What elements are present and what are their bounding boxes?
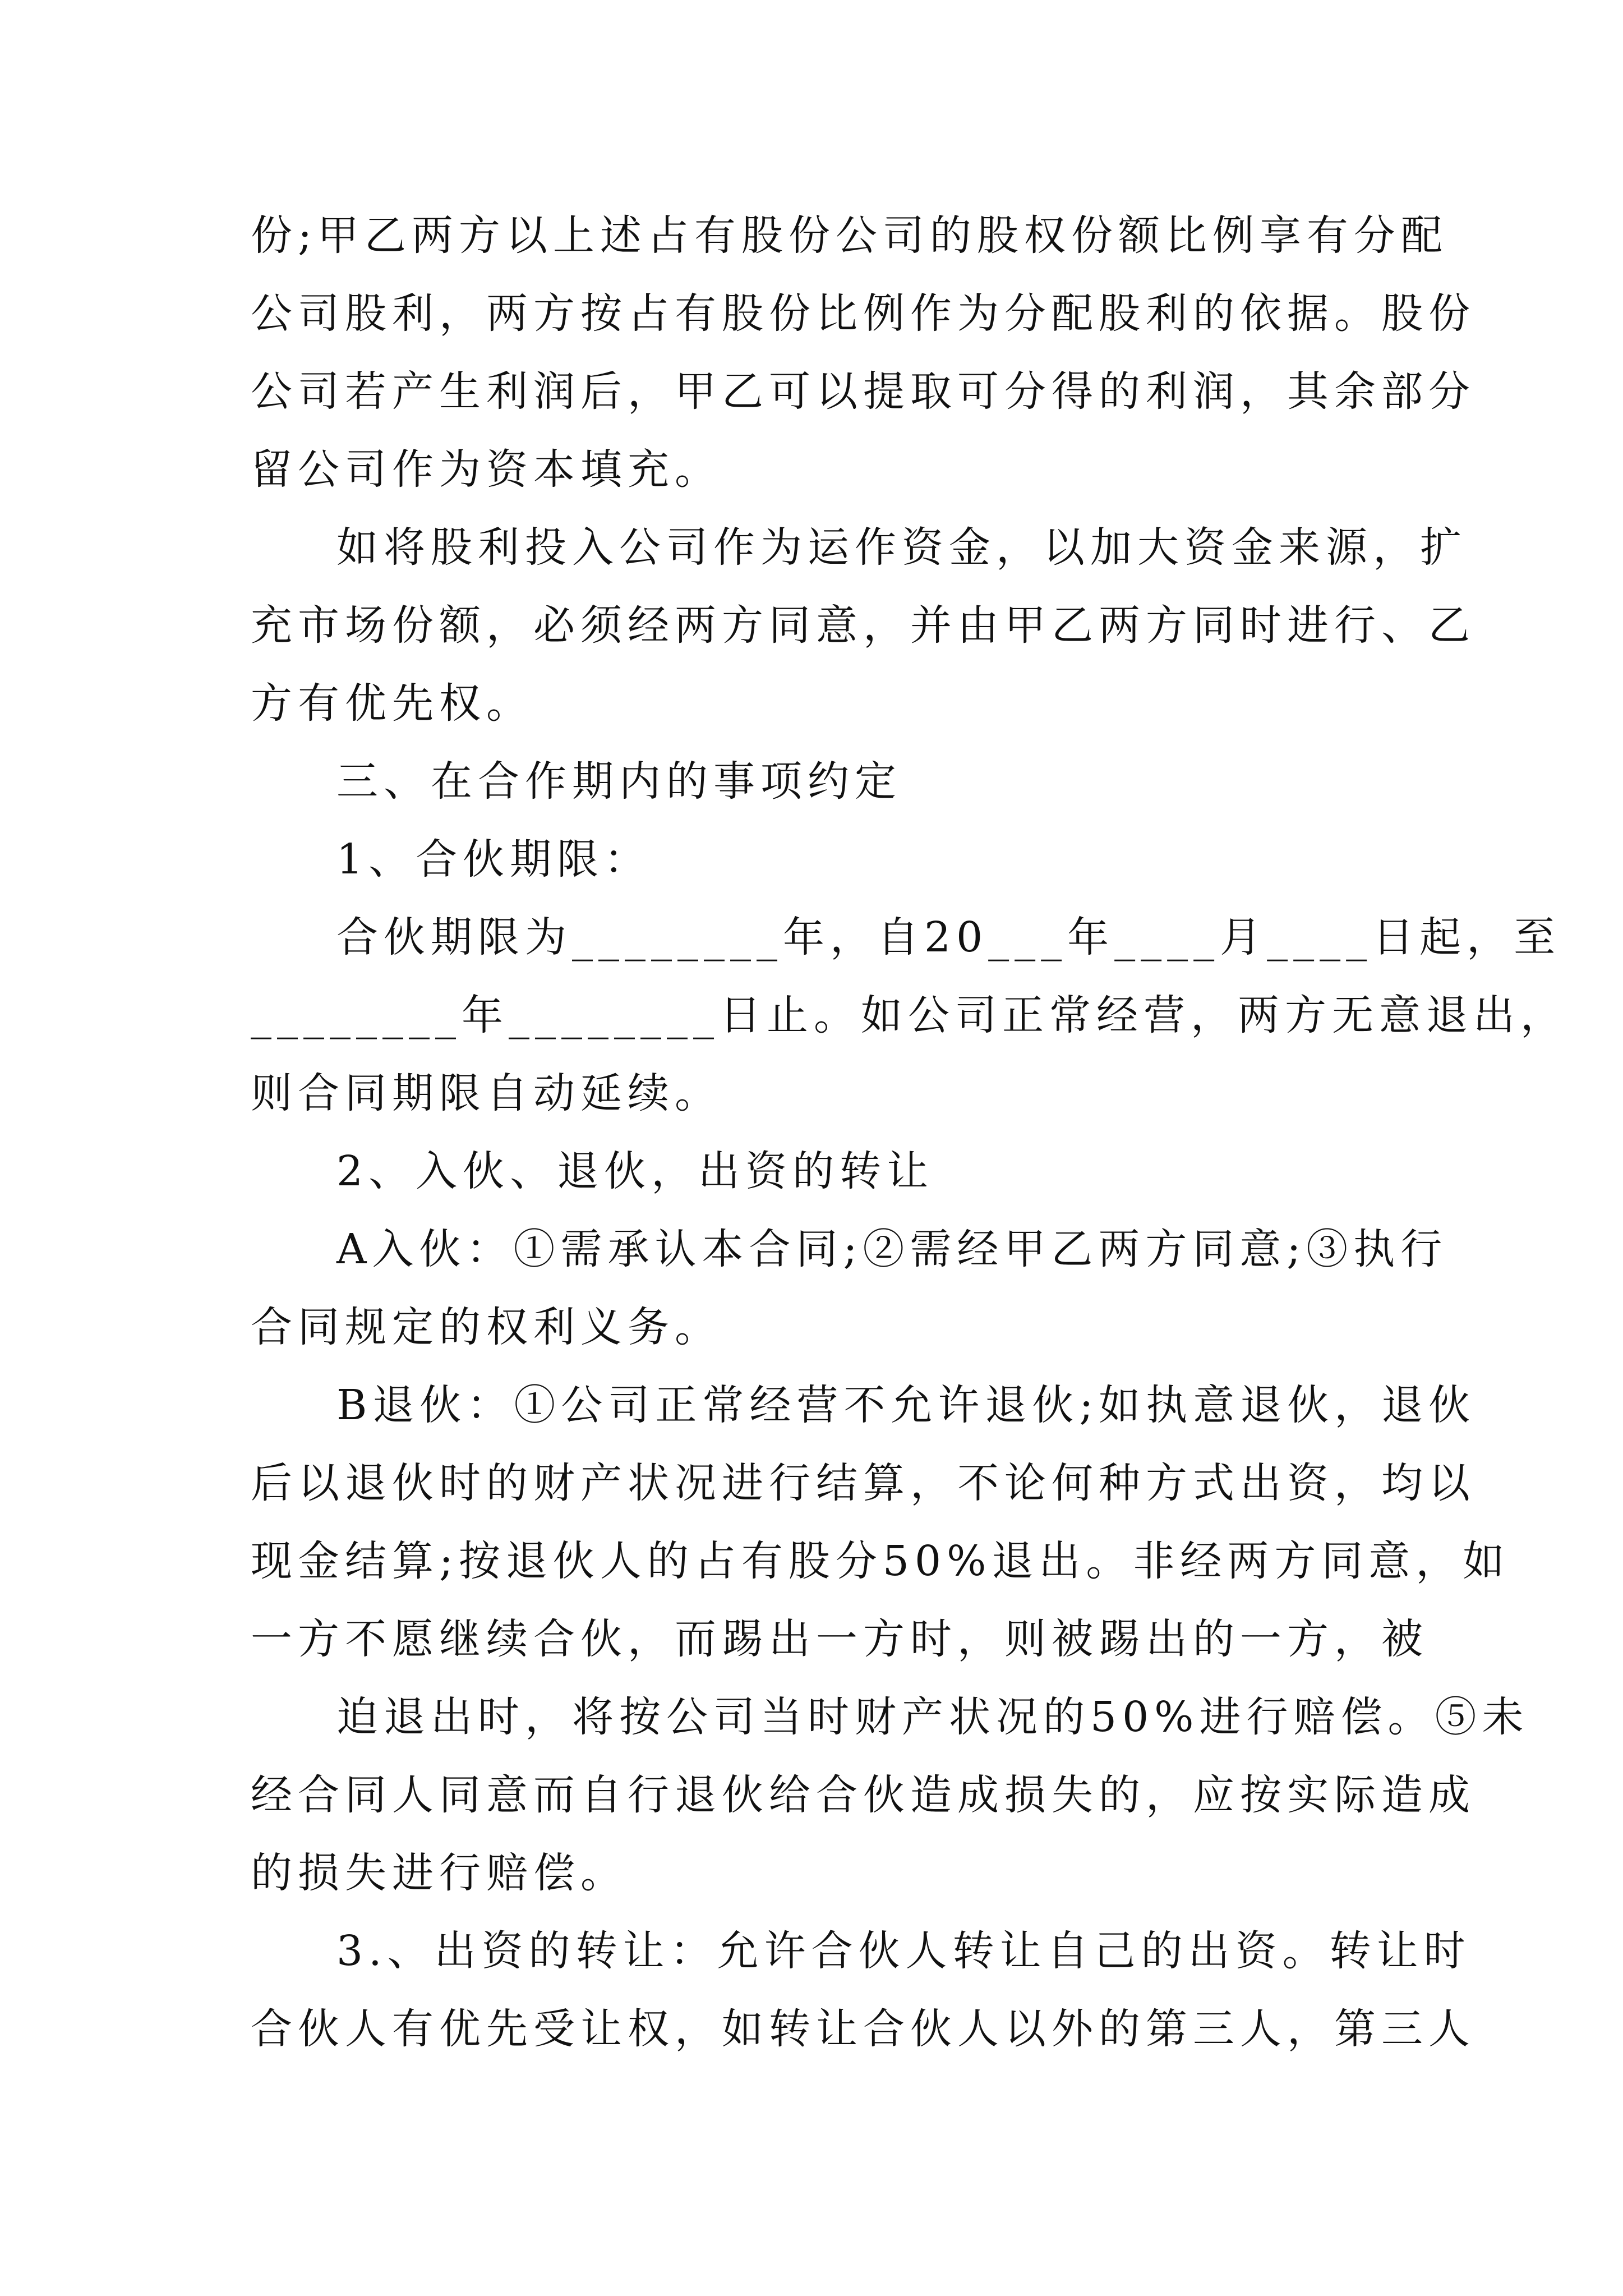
text-line: 后以退伙时的财产状况进行结算，不论何种方式出资，均以 [251,1459,1476,1507]
text-line: 合同规定的权利义务。 [251,1303,722,1351]
text-line: ________年________日止。如公司正常经营，两方无意退出， [251,991,1567,1039]
text-line: 公司若产生利润后，甲乙可以提取可分得的利润，其余部分 [251,367,1476,416]
text-line: 留公司作为资本填充。 [251,445,722,494]
paragraph-first-line: 迫退出时，将按公司当时财产状况的50%进行赔偿。⑤未 [336,1693,1529,1741]
text-line: 的损失进行赔偿。 [251,1849,628,1897]
text-line: 公司股利，两方按占有股份比例作为分配股利的依据。股份 [251,289,1476,338]
paragraph-first-line: 合伙期限为________年，自20___年____月____日起，至 [336,913,1561,961]
paragraph-first-line: 如将股利投入公司作为运作资金，以加大资金来源，扩 [336,523,1467,572]
text-line: 充市场份额，必须经两方同意，并由甲乙两方同时进行、乙 [251,601,1476,650]
text-line: 一方不愿继续合伙，而踢出一方时，则被踢出的一方，被 [251,1615,1428,1663]
text-line: 方有优先权。 [251,679,533,728]
section-heading: 三、在合作期内的事项约定 [336,757,902,806]
subsection-heading: 2、入伙、退伙，出资的转让 [336,1147,934,1195]
paragraph-first-line: A入伙：①需承认本合同;②需经甲乙两方同意;③执行 [336,1225,1448,1273]
paragraph-first-line: 3.、出资的转让：允许合伙人转让自己的出资。转让时 [336,1927,1471,1975]
text-line: 经合同人同意而自行退伙给合伙造成损失的，应按实际造成 [251,1771,1476,1819]
text-line: 现金结算;按退伙人的占有股分50%退出。非经两方同意，如 [251,1537,1510,1585]
text-line: 份;甲乙两方以上述占有股份公司的股权份额比例享有分配 [251,211,1448,260]
text-line: 则合同期限自动延续。 [251,1069,722,1117]
subsection-heading: 1、合伙期限： [336,835,652,884]
text-line: 合伙人有优先受让权，如转让合伙人以外的第三人，第三人 [251,2005,1476,2053]
paragraph-first-line: B退伙：①公司正常经营不允许退伙;如执意退伙，退伙 [336,1381,1476,1429]
